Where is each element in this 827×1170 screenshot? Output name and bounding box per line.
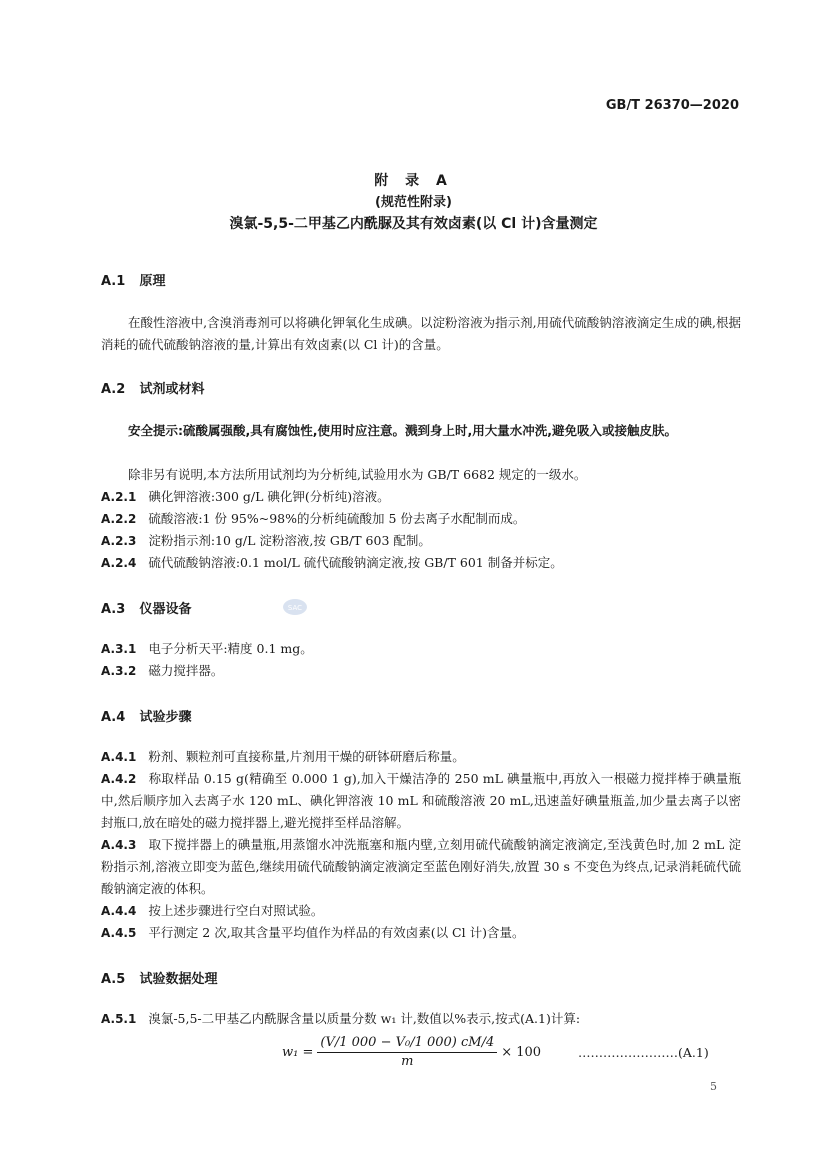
item-number: A.2.3 bbox=[101, 534, 137, 548]
standard-code: GB/T 26370—2020 bbox=[605, 98, 739, 113]
annex-type: (规范性附录) bbox=[375, 195, 452, 210]
item-text: 粉剂、颗粒剂可直接称量,片剂用干燥的研钵研磨后称量。 bbox=[148, 749, 465, 764]
formula-fraction bbox=[317, 1035, 497, 1069]
safety-warning: 安全提示:硫酸属强酸,具有腐蚀性,使用时应注意。溅到身上时,用大量水冲洗,避免吸入或接触皮肤。 bbox=[128, 423, 677, 438]
item-text: 称取样品 0.15 g(精确至 0.000 1 g),加入干燥洁净的 250 mL 碘量瓶中,再放入一根磁力搅拌棒于碘量瓶中,然后顺序加入去离子水 120 mL、碘化钾溶液 10 mL 和硫酸溶液 20 mL,迅速盖好碘量瓶盖,加少量去离子以密封瓶口,放在暗处的磁力搅拌器上,避光搅拌至样品溶解。 bbox=[101, 771, 741, 830]
list-item bbox=[101, 638, 741, 660]
section-heading-a3 bbox=[101, 598, 192, 617]
item-number: A.4.4 bbox=[101, 904, 137, 918]
item-number: A.2.2 bbox=[101, 512, 137, 526]
list-item bbox=[101, 1008, 741, 1030]
section-title: 仪器设备 bbox=[139, 602, 192, 617]
item-number: A.4.1 bbox=[101, 750, 137, 764]
page-number: 5 bbox=[710, 1080, 717, 1093]
section-title: 试验数据处理 bbox=[139, 972, 218, 987]
section-number: A.1 bbox=[101, 274, 126, 289]
formula-tail: × 100 bbox=[501, 1044, 542, 1060]
section-title: 原理 bbox=[139, 274, 166, 289]
section-heading-a1 bbox=[101, 270, 166, 289]
section-heading-a2 bbox=[101, 378, 205, 397]
list-item bbox=[101, 746, 741, 768]
item-number: A.4.5 bbox=[101, 926, 137, 940]
formula-denominator: m bbox=[401, 1054, 414, 1069]
paragraph-reagents-intro: 除非另有说明,本方法所用试剂均为分析纯,试验用水为 GB/T 6682 规定的一级水。 bbox=[128, 467, 587, 482]
section-heading-a4 bbox=[101, 706, 192, 725]
formula-lhs: w₁ = bbox=[282, 1044, 314, 1060]
section-number: A.3 bbox=[101, 602, 126, 617]
list-item bbox=[101, 900, 741, 922]
paragraph-principle: 在酸性溶液中,含溴消毒剂可以将碘化钾氧化生成碘。以淀粉溶液为指示剂,用硫代硫酸钠溶液滴定生成的碘,根据消耗的硫代硫酸钠溶液的量,计算出有效卤素(以 Cl 计)的含量。 bbox=[101, 315, 741, 352]
item-number: A.4.2 bbox=[101, 772, 137, 786]
list-item bbox=[101, 552, 741, 574]
item-number: A.3.2 bbox=[101, 664, 137, 678]
list-item bbox=[101, 508, 741, 530]
list-item bbox=[101, 768, 741, 834]
item-text: 磁力搅拌器。 bbox=[148, 663, 224, 678]
formula-numerator: (V/1 000 − V₀/1 000) cM/4 bbox=[317, 1035, 497, 1053]
section-number: A.4 bbox=[101, 710, 126, 725]
item-number: A.3.1 bbox=[101, 642, 137, 656]
item-text: 碘化钾溶液:300 g/L 碘化钾(分析纯)溶液。 bbox=[148, 489, 390, 504]
list-item bbox=[101, 922, 741, 944]
item-text: 电子分析天平:精度 0.1 mg。 bbox=[148, 641, 313, 656]
list-item bbox=[101, 486, 741, 508]
list-item bbox=[101, 530, 741, 552]
item-text: 溴氯-5,5-二甲基乙内酰脲含量以质量分数 w₁ 计,数值以%表示,按式(A.1)计算: bbox=[148, 1011, 581, 1026]
section-title: 试验步骤 bbox=[139, 710, 192, 725]
sac-watermark-icon bbox=[282, 598, 308, 616]
formula-a1 bbox=[282, 1032, 541, 1072]
svg-text:SAC: SAC bbox=[287, 604, 303, 612]
item-number: A.2.4 bbox=[101, 556, 137, 570]
section-number: A.5 bbox=[101, 972, 126, 987]
item-number: A.2.1 bbox=[101, 490, 137, 504]
item-text: 取下搅拌器上的碘量瓶,用蒸馏水冲洗瓶塞和瓶内壁,立刻用硫代硫酸钠滴定液滴定,至浅黄色时,加 2 mL 淀粉指示剂,溶液立即变为蓝色,继续用硫代硫酸钠滴定液滴定至蓝色刚好消失,放置 30 s 不变色为终点,记录消耗硫代硫酸钠滴定液的体积。 bbox=[101, 837, 741, 896]
item-text: 淀粉指示剂:10 g/L 淀粉溶液,按 GB/T 603 配制。 bbox=[148, 533, 431, 548]
item-number: A.5.1 bbox=[101, 1012, 137, 1026]
list-item bbox=[101, 660, 741, 682]
annex-title: 附 录 A bbox=[374, 173, 453, 189]
item-text: 硫酸溶液:1 份 95%~98%的分析纯硫酸加 5 份去离子水配制而成。 bbox=[148, 511, 526, 526]
equation-reference: ……………………(A.1) bbox=[578, 1045, 709, 1060]
list-item bbox=[101, 834, 741, 900]
item-text: 硫代硫酸钠溶液:0.1 mol/L 硫代硫酸钠滴定液,按 GB/T 601 制备并标定。 bbox=[148, 555, 563, 570]
item-text: 平行测定 2 次,取其含量平均值作为样品的有效卤素(以 Cl 计)含量。 bbox=[148, 925, 525, 940]
section-number: A.2 bbox=[101, 382, 126, 397]
annex-name: 溴氯-5,5-二甲基乙内酰脲及其有效卤素(以 Cl 计)含量测定 bbox=[229, 216, 598, 232]
item-number: A.4.3 bbox=[101, 838, 137, 852]
section-heading-a5 bbox=[101, 968, 218, 987]
item-text: 按上述步骤进行空白对照试验。 bbox=[148, 903, 324, 918]
section-title: 试剂或材料 bbox=[139, 382, 205, 397]
